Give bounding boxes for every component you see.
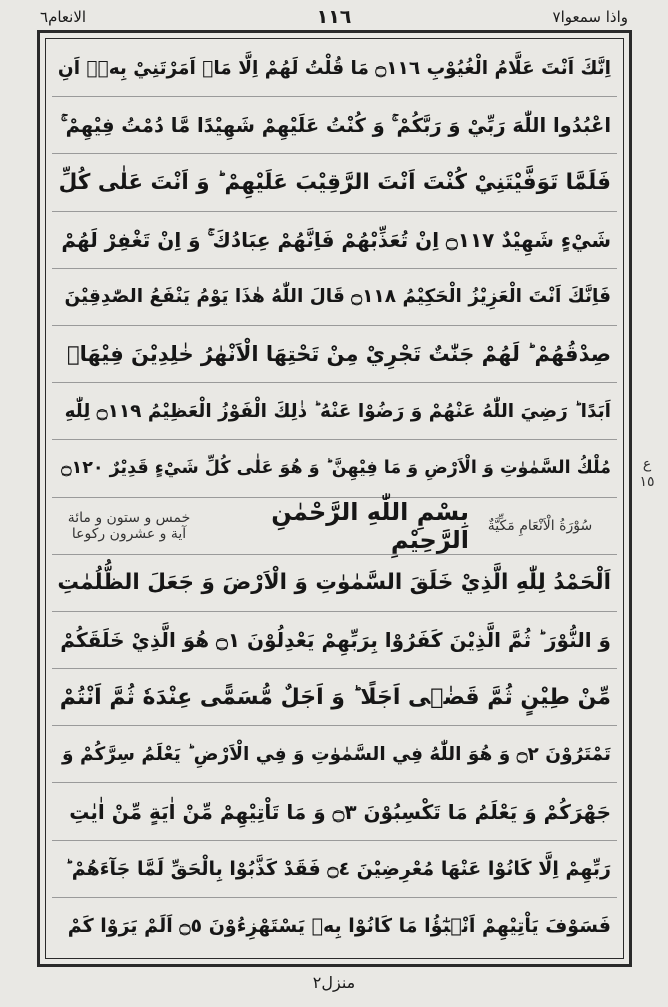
manzil-footer: منزل٢ xyxy=(312,973,356,992)
text-line: فَسَوْفَ يَاْتِيْهِمْ اَنْۢبٰٓؤُا مَا كَانُوْا بِهٖ يَسْتَهْزِءُوْنَ ۝٥ اَلَمْ يَرَوْا كَمْ xyxy=(67,915,611,938)
bismillah: بِسْمِ اللّٰهِ الرَّحْمٰنِ الرَّحِيْمِ xyxy=(271,497,469,554)
surah-info-right: سُوْرَةُ الْاَنْعَامِ مَكِّيَّةٌ xyxy=(487,517,593,534)
text-body xyxy=(52,40,617,956)
text-line: اَبَدًا ؕ رَضِيَ اللّٰهُ عَنْهُمْ وَ رَضُوْا عَنْهُ ؕ ذٰلِكَ الْفَوْزُ الْعَظِيْمُ ۝١١٩ لِلّٰهِ xyxy=(52,383,617,440)
text-line: اِنَّكَ اَنْتَ عَلَّامُ الْغُيُوْبِ ۝١١٦ مَا قُلْتُ لَهُمْ اِلَّا مَاۤ اَمَرْتَنِيْ بِهٖۤ اَنِ xyxy=(52,40,617,97)
text-line: مِّنْ طِيْنٍ ثُمَّ قَضٰۤى اَجَلًا ؕ وَ اَجَلٌ مُّسَمًّى عِنْدَهٗ ثُمَّ اَنْتُمْ xyxy=(52,669,617,726)
ruku-marker: ع ١٥ xyxy=(639,456,655,490)
text-line: صِدْقُهُمْ ؕ لَهُمْ جَنّٰتٌ تَجْرِيْ مِنْ تَحْتِهَا الْاَنْهٰرُ خٰلِدِيْنَ فِيْهَاۤ xyxy=(52,326,617,383)
text-line: مُلْكُ السَّمٰوٰتِ وَ الْاَرْضِ وَ مَا فِيْهِنَّ ؕ وَ هُوَ عَلٰى كُلِّ شَيْءٍ قَدِيْرٌ ۝١٢٠ xyxy=(52,440,617,497)
page-header xyxy=(40,6,628,30)
text-line: وَ النُّوْرَ ؕ ثُمَّ الَّذِيْنَ كَفَرُوْا بِرَبِّهِمْ يَعْدِلُوْنَ ۝١ هُوَ الَّذِيْ خَلَقَكُمْ xyxy=(52,612,617,669)
text-line: تَمْتَرُوْنَ ۝٢ وَ هُوَ اللّٰهُ فِي السَّمٰوٰتِ وَ فِي الْاَرْضِ ؕ يَعْلَمُ سِرَّكُمْ وَ xyxy=(52,726,617,783)
surah-info-left: خمس و ستون و مائة آية و عشرون ركوعا xyxy=(67,509,191,542)
text-line: شَيْءٍ شَهِيْدٌ ۝١١٧ اِنْ تُعَذِّبْهُمْ فَاِنَّهُمْ عِبَادُكَ ۚ وَ اِنْ تَغْفِرْ لَهُمْ xyxy=(52,212,617,269)
text-line: اعْبُدُوا اللّٰهَ رَبِّيْ وَ رَبَّكُمْ ۚ وَ كُنْتُ عَلَيْهِمْ شَهِيْدًا مَّا دُمْتُ فِيْهِمْ ۚ xyxy=(52,97,617,154)
surah-header xyxy=(52,498,617,555)
page-number: ١١٦ xyxy=(316,6,352,28)
text-line: فَاِنَّكَ اَنْتَ الْعَزِيْزُ الْحَكِيْمُ ۝١١٨ قَالَ اللّٰهُ هٰذَا يَوْمُ يَنْفَعُ الصّٰدِقِيْنَ xyxy=(52,269,617,326)
text-line: اَلْحَمْدُ لِلّٰهِ الَّذِيْ خَلَقَ السَّمٰوٰتِ وَ الْاَرْضَ وَ جَعَلَ الظُّلُمٰتِ xyxy=(52,555,617,612)
surah-name: الانعام٦ xyxy=(40,8,87,26)
text-line: جَهْرَكُمْ وَ يَعْلَمُ مَا تَكْسِبُوْنَ ۝٣ وَ مَا تَاْتِيْهِمْ مِّنْ اٰيَةٍ مِّنْ اٰيٰتِ xyxy=(52,783,617,840)
text-line: فَلَمَّا تَوَفَّيْتَنِيْ كُنْتَ اَنْتَ الرَّقِيْبَ عَلَيْهِمْ ؕ وَ اَنْتَ عَلٰى كُلِّ xyxy=(52,154,617,211)
text-line: رَبِّهِمْ اِلَّا كَانُوْا عَنْهَا مُعْرِضِيْنَ ۝٤ فَقَدْ كَذَّبُوْا بِالْحَقِّ لَمَّا جَآءَهُمْ ؕ xyxy=(52,841,617,898)
juz-name: واذا سمعوا٧ xyxy=(552,8,628,26)
